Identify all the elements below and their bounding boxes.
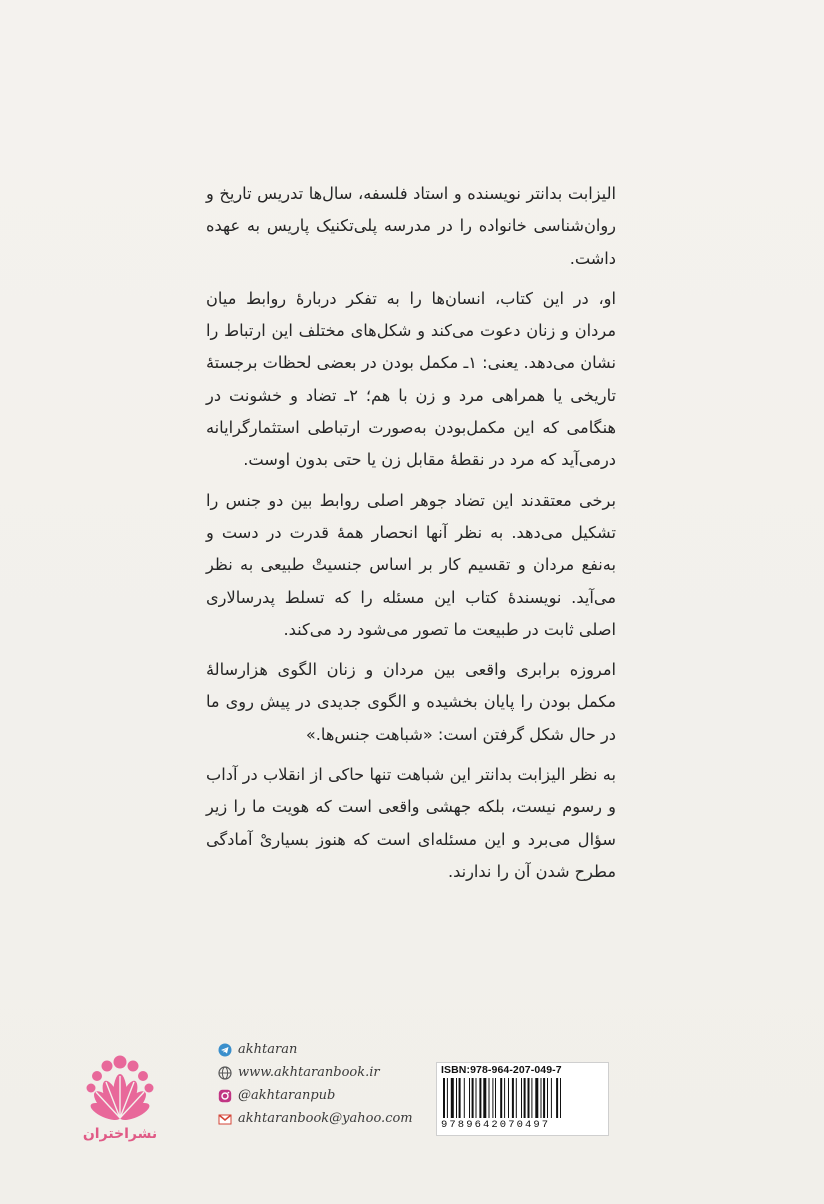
blurb-paragraph-5: به نظر الیزابت بدانتر این شباهت تنها حاکی از انقلاب در آداب و رسوم نیست، بلکه جهشی واقعی است که هویت ما را زیر سؤال می‌برد و این مسئله‌ای است که هنوز بسیاریْ آمادگی مطرح شدن آن را ندارند.	[206, 765, 616, 881]
barcode-digits: 9789642070497	[441, 1119, 551, 1131]
contact-website[interactable]	[218, 1061, 428, 1084]
blurb-paragraph-2: او، در این کتاب، انسان‌ها را به تفکر دربارهٔ روابط میان مردان و زنان دعوت می‌کند و شکل‌های مختلف این ارتباط را نشان می‌دهد. یعنی: ۱ـ مکمل بودن در بعضی لحظات برجستهٔ تاریخی یا همراهی مرد و زن با هم؛ ۲ـ تضاد و خشونت در هنگامی که این مکمل‌بودن به‌صورت ارتباطی استثمارگرایانه درمی‌آید که مرد در نقطهٔ مقابل زن یا حتی بدون اوست.	[206, 288, 617, 470]
telegram-icon	[218, 1043, 232, 1057]
telegram-handle: akhtaran	[238, 1042, 298, 1057]
contact-email[interactable]	[218, 1107, 428, 1130]
contact-instagram[interactable]	[218, 1084, 428, 1107]
instagram-handle: @akhtaranpub	[238, 1088, 336, 1103]
isbn-label: ISBN:978-964-207-049-7	[441, 1064, 562, 1076]
blurb-paragraph-1: الیزابت بدانتر نویسنده و استاد فلسفه، سال‌ها تدریس تاریخ و روان‌شناسی خانواده را در مدرسه پلی‌تکنیک پاریس به عهده داشت.	[206, 184, 616, 268]
barcode-icon	[443, 1078, 602, 1118]
globe-icon	[218, 1066, 232, 1080]
mail-icon	[218, 1112, 232, 1126]
instagram-icon	[218, 1089, 232, 1103]
email-address: akhtaranbook@yahoo.com	[238, 1111, 413, 1126]
publisher-logo-icon	[82, 1036, 158, 1126]
website-url: www.akhtaranbook.ir	[238, 1065, 380, 1080]
publisher-name: نشراختران	[82, 1126, 158, 1142]
blurb-text	[206, 178, 616, 896]
contact-list	[218, 1038, 428, 1130]
blurb-paragraph-3: برخی معتقدند این تضاد جوهر اصلی روابط بین دو جنس را تشکیل می‌دهد. به نظر آنها انحصار همهٔ قدرت در دست و به‌نفع مردان و تقسیم کار بر اساس جنسیتْ طبیعی به نظر می‌آید. نویسندهٔ کتاب این مسئله را که تسلط پدرسالاری اصلی ثابت در طبیعت ما تصور می‌شود رد می‌کند.	[206, 490, 616, 639]
barcode-box	[436, 1062, 609, 1136]
blurb-paragraph-4: امروزه برابری واقعی بین مردان و زنان الگوی هزارسالهٔ مکمل بودن را پایان بخشیده و الگوی جدیدی در پیش روی ما در حال شکل گرفتن است: «شباهت جنس‌ها.»	[206, 660, 616, 744]
contact-telegram[interactable]	[218, 1038, 428, 1061]
